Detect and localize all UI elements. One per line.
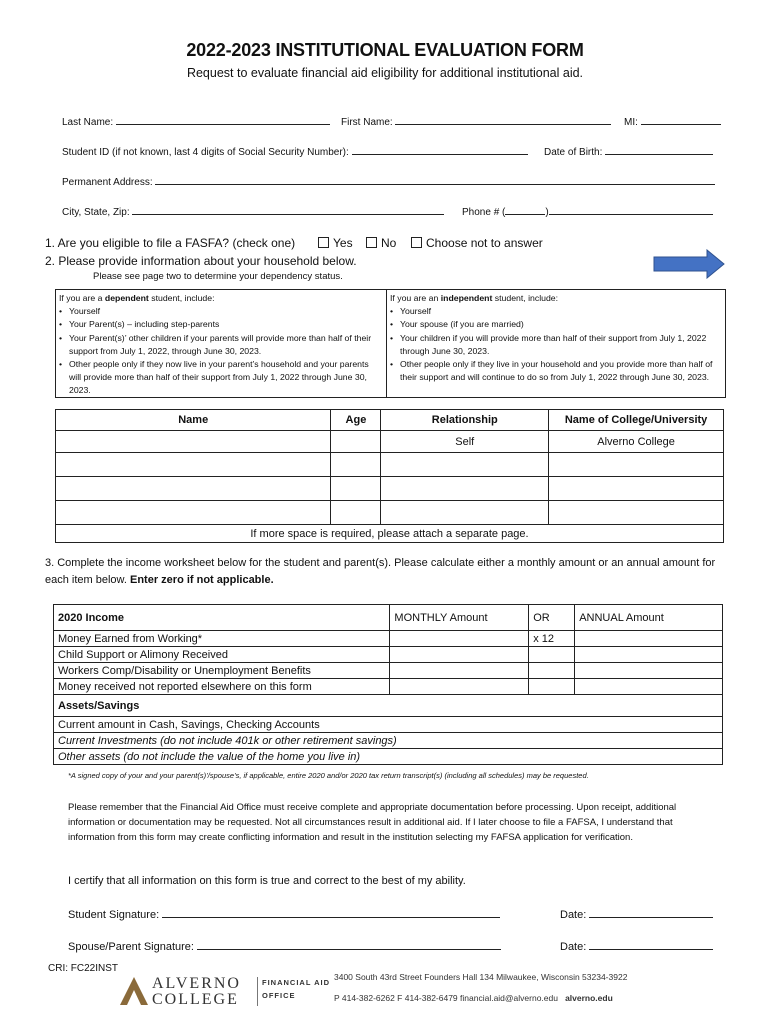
alverno-logo-icon <box>118 976 150 1006</box>
name-cell[interactable] <box>56 431 331 453</box>
table-row <box>54 663 723 679</box>
logo-college: COLLEGE <box>152 991 239 1008</box>
q2-note: Please see page two to determine your dependency status. <box>93 271 343 282</box>
asset-label[interactable]: Current amount in Cash, Savings, Checking Accounts <box>54 717 723 733</box>
table-row <box>56 431 724 453</box>
monthly-cell[interactable] <box>390 631 529 647</box>
address-label: Permanent Address: <box>62 177 153 188</box>
multiplier-cell: x 12 <box>529 631 575 647</box>
multiplier-cell <box>529 679 575 695</box>
relationship-cell[interactable] <box>381 453 549 477</box>
office-line-1: FINANCIAL AID <box>262 978 330 987</box>
relationship-cell[interactable] <box>381 477 549 501</box>
yes-checkbox[interactable] <box>318 237 329 248</box>
annual-cell[interactable] <box>575 663 723 679</box>
student-signature-label: Student Signature: <box>68 909 160 921</box>
parent-date-row <box>560 939 713 953</box>
table-row <box>54 733 723 749</box>
logo-divider <box>257 977 258 1006</box>
dob-input[interactable] <box>605 144 713 155</box>
no-checkbox[interactable] <box>366 237 377 248</box>
income-header-label: 2020 Income <box>54 605 390 631</box>
college-cell[interactable] <box>549 453 724 477</box>
annual-cell[interactable] <box>575 647 723 663</box>
independent-item: • Your children if you will provide more than half of their support from July 1, 2022 through June 30, 2023. <box>390 332 716 358</box>
dependent-intro: If you are a dependent student, include: <box>59 293 215 303</box>
income-label: Money received not reported elsewhere on this form <box>54 679 390 695</box>
annual-cell[interactable] <box>575 631 723 647</box>
city-label: City, State, Zip: <box>62 207 130 218</box>
header-age: Age <box>331 410 381 431</box>
q1-text: 1. Are you eligible to file a FASFA? (check one) <box>45 236 296 250</box>
page-subtitle: Request to evaluate financial aid eligibility for additional institutional aid. <box>186 66 584 80</box>
income-label: Workers Comp/Disability or Unemployment Benefits <box>54 663 390 679</box>
household-header-row <box>56 410 724 431</box>
footer-contact <box>334 993 613 1003</box>
independent-item: • Other people only if they live in your household and you provide more than half of their support and will continue to do so from July 1, 2022 through June 30, 2023. <box>390 358 716 384</box>
monthly-header: MONTHLY Amount <box>390 605 529 631</box>
independent-item: • Your spouse (if you are married) <box>390 318 716 331</box>
student-signature-row <box>68 907 500 921</box>
income-table <box>53 604 723 765</box>
phone-close-paren: ) <box>545 207 549 218</box>
dependent-item: • Your Parent(s) – including step-parents <box>59 318 381 331</box>
logo-alverno: ALVERNO <box>152 975 241 992</box>
age-cell[interactable] <box>331 477 381 501</box>
student-id-row <box>62 144 528 158</box>
student-signature-input[interactable] <box>162 907 500 918</box>
mi-row <box>624 114 721 128</box>
age-cell[interactable] <box>331 431 381 453</box>
address-row <box>62 174 715 188</box>
phone-area-input[interactable] <box>505 204 545 215</box>
choose-not-checkbox[interactable] <box>411 237 422 248</box>
mi-label: MI: <box>624 117 638 128</box>
dependent-item: • Other people only if they now live in your parent’s household and your parents will provide more than half of their support from July 1, 2022 through June 30, 2023. <box>59 358 381 398</box>
phone-row <box>462 204 713 218</box>
student-date-row <box>560 907 713 921</box>
yes-label: Yes <box>333 236 353 250</box>
q2-text: 2. Please provide information about your household below. <box>45 254 357 268</box>
header-name: Name <box>56 410 331 431</box>
dob-label: Date of Birth: <box>544 147 603 158</box>
choose-not-label: Choose not to answer <box>426 236 543 250</box>
first-name-input[interactable] <box>395 114 611 125</box>
notice-text: Please remember that the Financial Aid Office must receive complete and appropriate documentation before processing. Upon receipt, additional information or documentation may be requested. Not all circumstances result in additional aid. If I later choose to file a FAFSA, I understand that information from this form may create conflicting information and result in the institution selecting my FAFSA application for verification. <box>68 802 677 843</box>
annual-cell[interactable] <box>575 679 723 695</box>
city-row <box>62 204 444 218</box>
mi-input[interactable] <box>641 114 721 125</box>
dependent-item: • Your Parent(s)’ other children if your parents will provide more than half of their support from July 1, 2022, through June 30, 2023. <box>59 332 381 358</box>
monthly-cell[interactable] <box>390 679 529 695</box>
q3-text: 3. Complete the income worksheet below for the student and parent(s). Please calculate either a monthly amount or an annual amount for each item below. Enter zero if not applicable. <box>45 557 716 586</box>
right-arrow-icon <box>653 249 725 279</box>
or-header: OR <box>529 605 575 631</box>
student-id-input[interactable] <box>352 144 528 155</box>
office-line-2: OFFICE <box>262 991 296 1000</box>
table-row <box>54 631 723 647</box>
contact-numbers: P 414-382-6262 F 414-382-6479 financial.aid@alverno.edu <box>334 993 558 1003</box>
parent-signature-input[interactable] <box>197 939 501 950</box>
table-row <box>56 453 724 477</box>
college-cell[interactable] <box>549 477 724 501</box>
income-label: Money Earned from Working* <box>54 631 390 647</box>
name-cell[interactable] <box>56 477 331 501</box>
monthly-cell[interactable] <box>390 663 529 679</box>
college-cell[interactable]: Alverno College <box>549 431 724 453</box>
dependent-column <box>56 292 381 398</box>
first-name-row <box>341 114 611 128</box>
income-footnote: *A signed copy of your and your parent(s)’/spouse’s, if applicable, entire 2020 and/or 2020 tax return transcript(s) (including all schedules) may be requested. <box>68 771 589 780</box>
independent-intro: If you are an independent student, include: <box>390 293 559 303</box>
last-name-row <box>62 114 330 128</box>
footer-address: 3400 South 43rd Street Founders Hall 134 Milwaukee, Wisconsin 53234-3922 <box>334 972 628 982</box>
independent-item: • Yourself <box>390 305 716 318</box>
table-row <box>56 501 724 525</box>
relationship-cell[interactable]: Self <box>381 431 549 453</box>
city-input[interactable] <box>132 204 444 215</box>
phone-number-input[interactable] <box>549 204 713 215</box>
certify-text: I certify that all information on this form is true and correct to the best of my ability. <box>68 875 466 887</box>
phone-label: Phone # ( <box>462 207 506 218</box>
independent-column <box>387 292 716 384</box>
asset-label[interactable]: Current Investments (do not include 401k or other retirement savings) <box>54 733 723 749</box>
household-table <box>55 409 724 543</box>
table-row <box>54 647 723 663</box>
q1-no-option[interactable] <box>366 236 396 250</box>
multiplier-cell <box>529 647 575 663</box>
dob-row <box>544 144 713 158</box>
relationship-cell[interactable] <box>381 501 549 525</box>
income-header-row <box>54 605 723 631</box>
asset-label[interactable]: Other assets (do not include the value of the home you live in) <box>54 749 723 765</box>
address-input[interactable] <box>155 174 715 185</box>
assets-header-row <box>54 695 723 717</box>
monthly-cell[interactable] <box>390 647 529 663</box>
q1-choose-option[interactable] <box>411 236 543 250</box>
first-name-label: First Name: <box>341 117 393 128</box>
name-cell[interactable] <box>56 501 331 525</box>
table-row <box>54 679 723 695</box>
cri-code: CRI: FC22INST <box>48 963 119 974</box>
age-cell[interactable] <box>331 453 381 477</box>
age-cell[interactable] <box>331 501 381 525</box>
no-label: No <box>381 236 397 250</box>
parent-date-input[interactable] <box>589 939 713 950</box>
student-id-label: Student ID (if not known, last 4 digits of Social Security Number): <box>62 147 349 158</box>
assets-header: Assets/Savings <box>54 695 723 717</box>
table-row <box>56 477 724 501</box>
student-date-label: Date: <box>560 909 587 921</box>
last-name-label: Last Name: <box>62 117 114 128</box>
household-footer-row <box>56 525 724 543</box>
header-relationship: Relationship <box>381 410 549 431</box>
dependent-item: • Yourself <box>59 305 381 318</box>
website-link[interactable]: alverno.edu <box>565 993 613 1003</box>
q1-yes-option[interactable] <box>318 236 353 250</box>
income-label: Child Support or Alimony Received <box>54 647 390 663</box>
student-date-input[interactable] <box>589 907 713 918</box>
household-footer: If more space is required, please attach a separate page. <box>56 525 724 543</box>
annual-header: ANNUAL Amount <box>575 605 723 631</box>
last-name-input[interactable] <box>116 114 330 125</box>
name-cell[interactable] <box>56 453 331 477</box>
header-college: Name of College/University <box>549 410 724 431</box>
dependency-box <box>55 289 726 398</box>
parent-signature-label: Spouse/Parent Signature: <box>68 941 194 953</box>
parent-signature-row <box>68 939 501 953</box>
table-row <box>54 749 723 765</box>
table-row <box>54 717 723 733</box>
page-title: 2022-2023 INSTITUTIONAL EVALUATION FORM <box>186 40 584 60</box>
parent-date-label: Date: <box>560 941 587 953</box>
multiplier-cell <box>529 663 575 679</box>
college-cell[interactable] <box>549 501 724 525</box>
